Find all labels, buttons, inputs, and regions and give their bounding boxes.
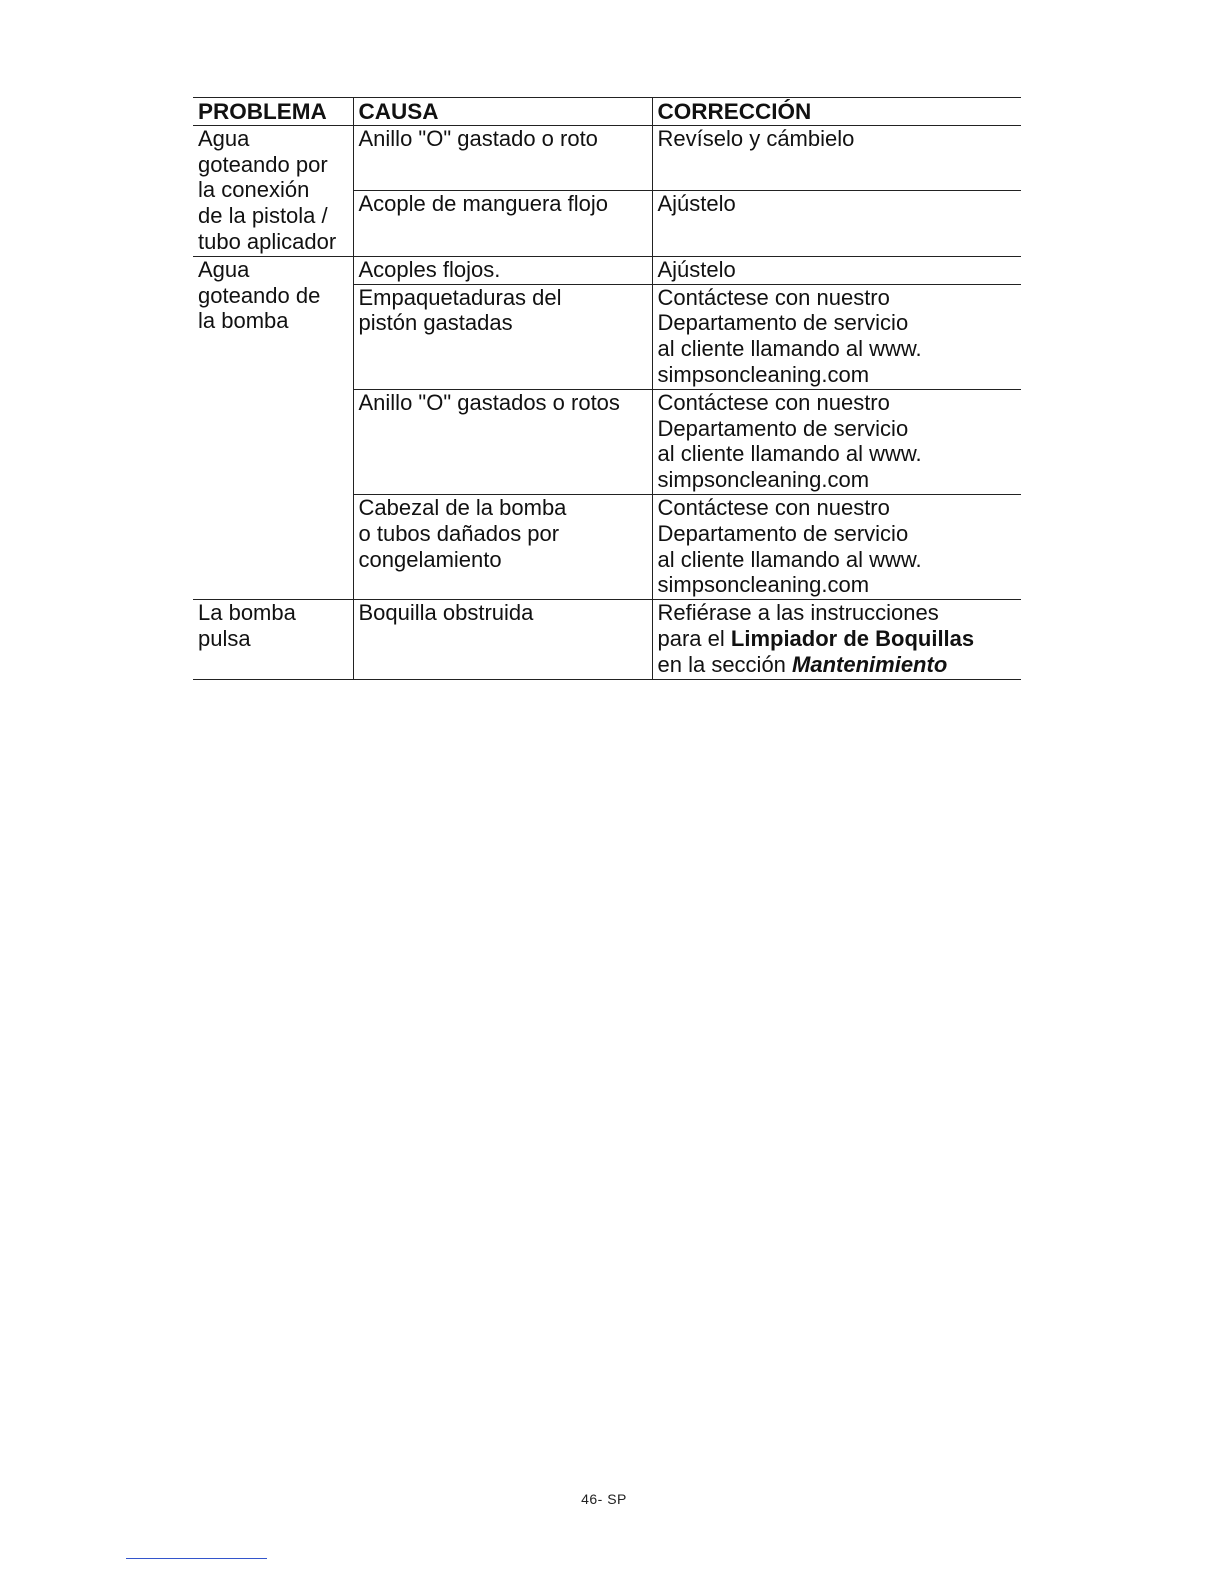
- cause-cell: Acople de manguera flojo: [353, 191, 652, 257]
- problem-cell: Agua goteando de la bomba: [193, 256, 353, 599]
- troubleshooting-table: [193, 97, 1021, 680]
- correction-cell: Contáctese con nuestro Departamento de servicio al cliente llamando al www. simpsoncleaning.com: [652, 494, 1021, 599]
- cause-cell: Acoples flojos.: [353, 256, 652, 284]
- correction-line: en la sección Mantenimiento: [657, 651, 948, 677]
- problem-cell: La bomba pulsa: [193, 600, 353, 679]
- correction-cell: Contáctese con nuestro Departamento de servicio al cliente llamando al www. simpsoncleaning.com: [652, 284, 1021, 389]
- correction-cell: Revíselo y cámbielo: [652, 125, 1021, 190]
- maintenance-section-ref: Mantenimiento: [792, 651, 948, 677]
- problem-cell: Agua goteando por la conexión de la pistola / tubo aplicador: [193, 125, 353, 256]
- cause-cell: Anillo "O" gastado o roto: [353, 125, 652, 190]
- correction-cell: Refiérase a las instrucciones para el Limpiador de Boquillas en la sección Mantenimiento: [652, 600, 1021, 679]
- table-header-row: [193, 98, 1021, 126]
- correction-cell: Ajústelo: [652, 256, 1021, 284]
- header-correccion: CORRECCIÓN: [652, 98, 1021, 126]
- page-number: 46- SP: [581, 1491, 627, 1507]
- cause-cell: Anillo "O" gastados o rotos: [353, 389, 652, 494]
- table-row: [193, 600, 1021, 679]
- cause-cell: Cabezal de la bomba o tubos dañados por congelamiento: [353, 494, 652, 599]
- cause-cell: Empaquetaduras del pistón gastadas: [353, 284, 652, 389]
- footer-divider: [126, 1558, 267, 1559]
- header-causa: CAUSA: [353, 98, 652, 126]
- table-row: [193, 125, 1021, 190]
- correction-line: para el Limpiador de Boquillas: [657, 625, 975, 651]
- table-row: [193, 256, 1021, 284]
- correction-cell: Contáctese con nuestro Departamento de servicio al cliente llamando al www. simpsoncleaning.com: [652, 389, 1021, 494]
- header-problema: PROBLEMA: [193, 98, 353, 126]
- nozzle-cleaner-ref: Limpiador de Boquillas: [730, 625, 975, 651]
- correction-cell: Ajústelo: [652, 191, 1021, 257]
- cause-cell: Boquilla obstruida: [353, 600, 652, 679]
